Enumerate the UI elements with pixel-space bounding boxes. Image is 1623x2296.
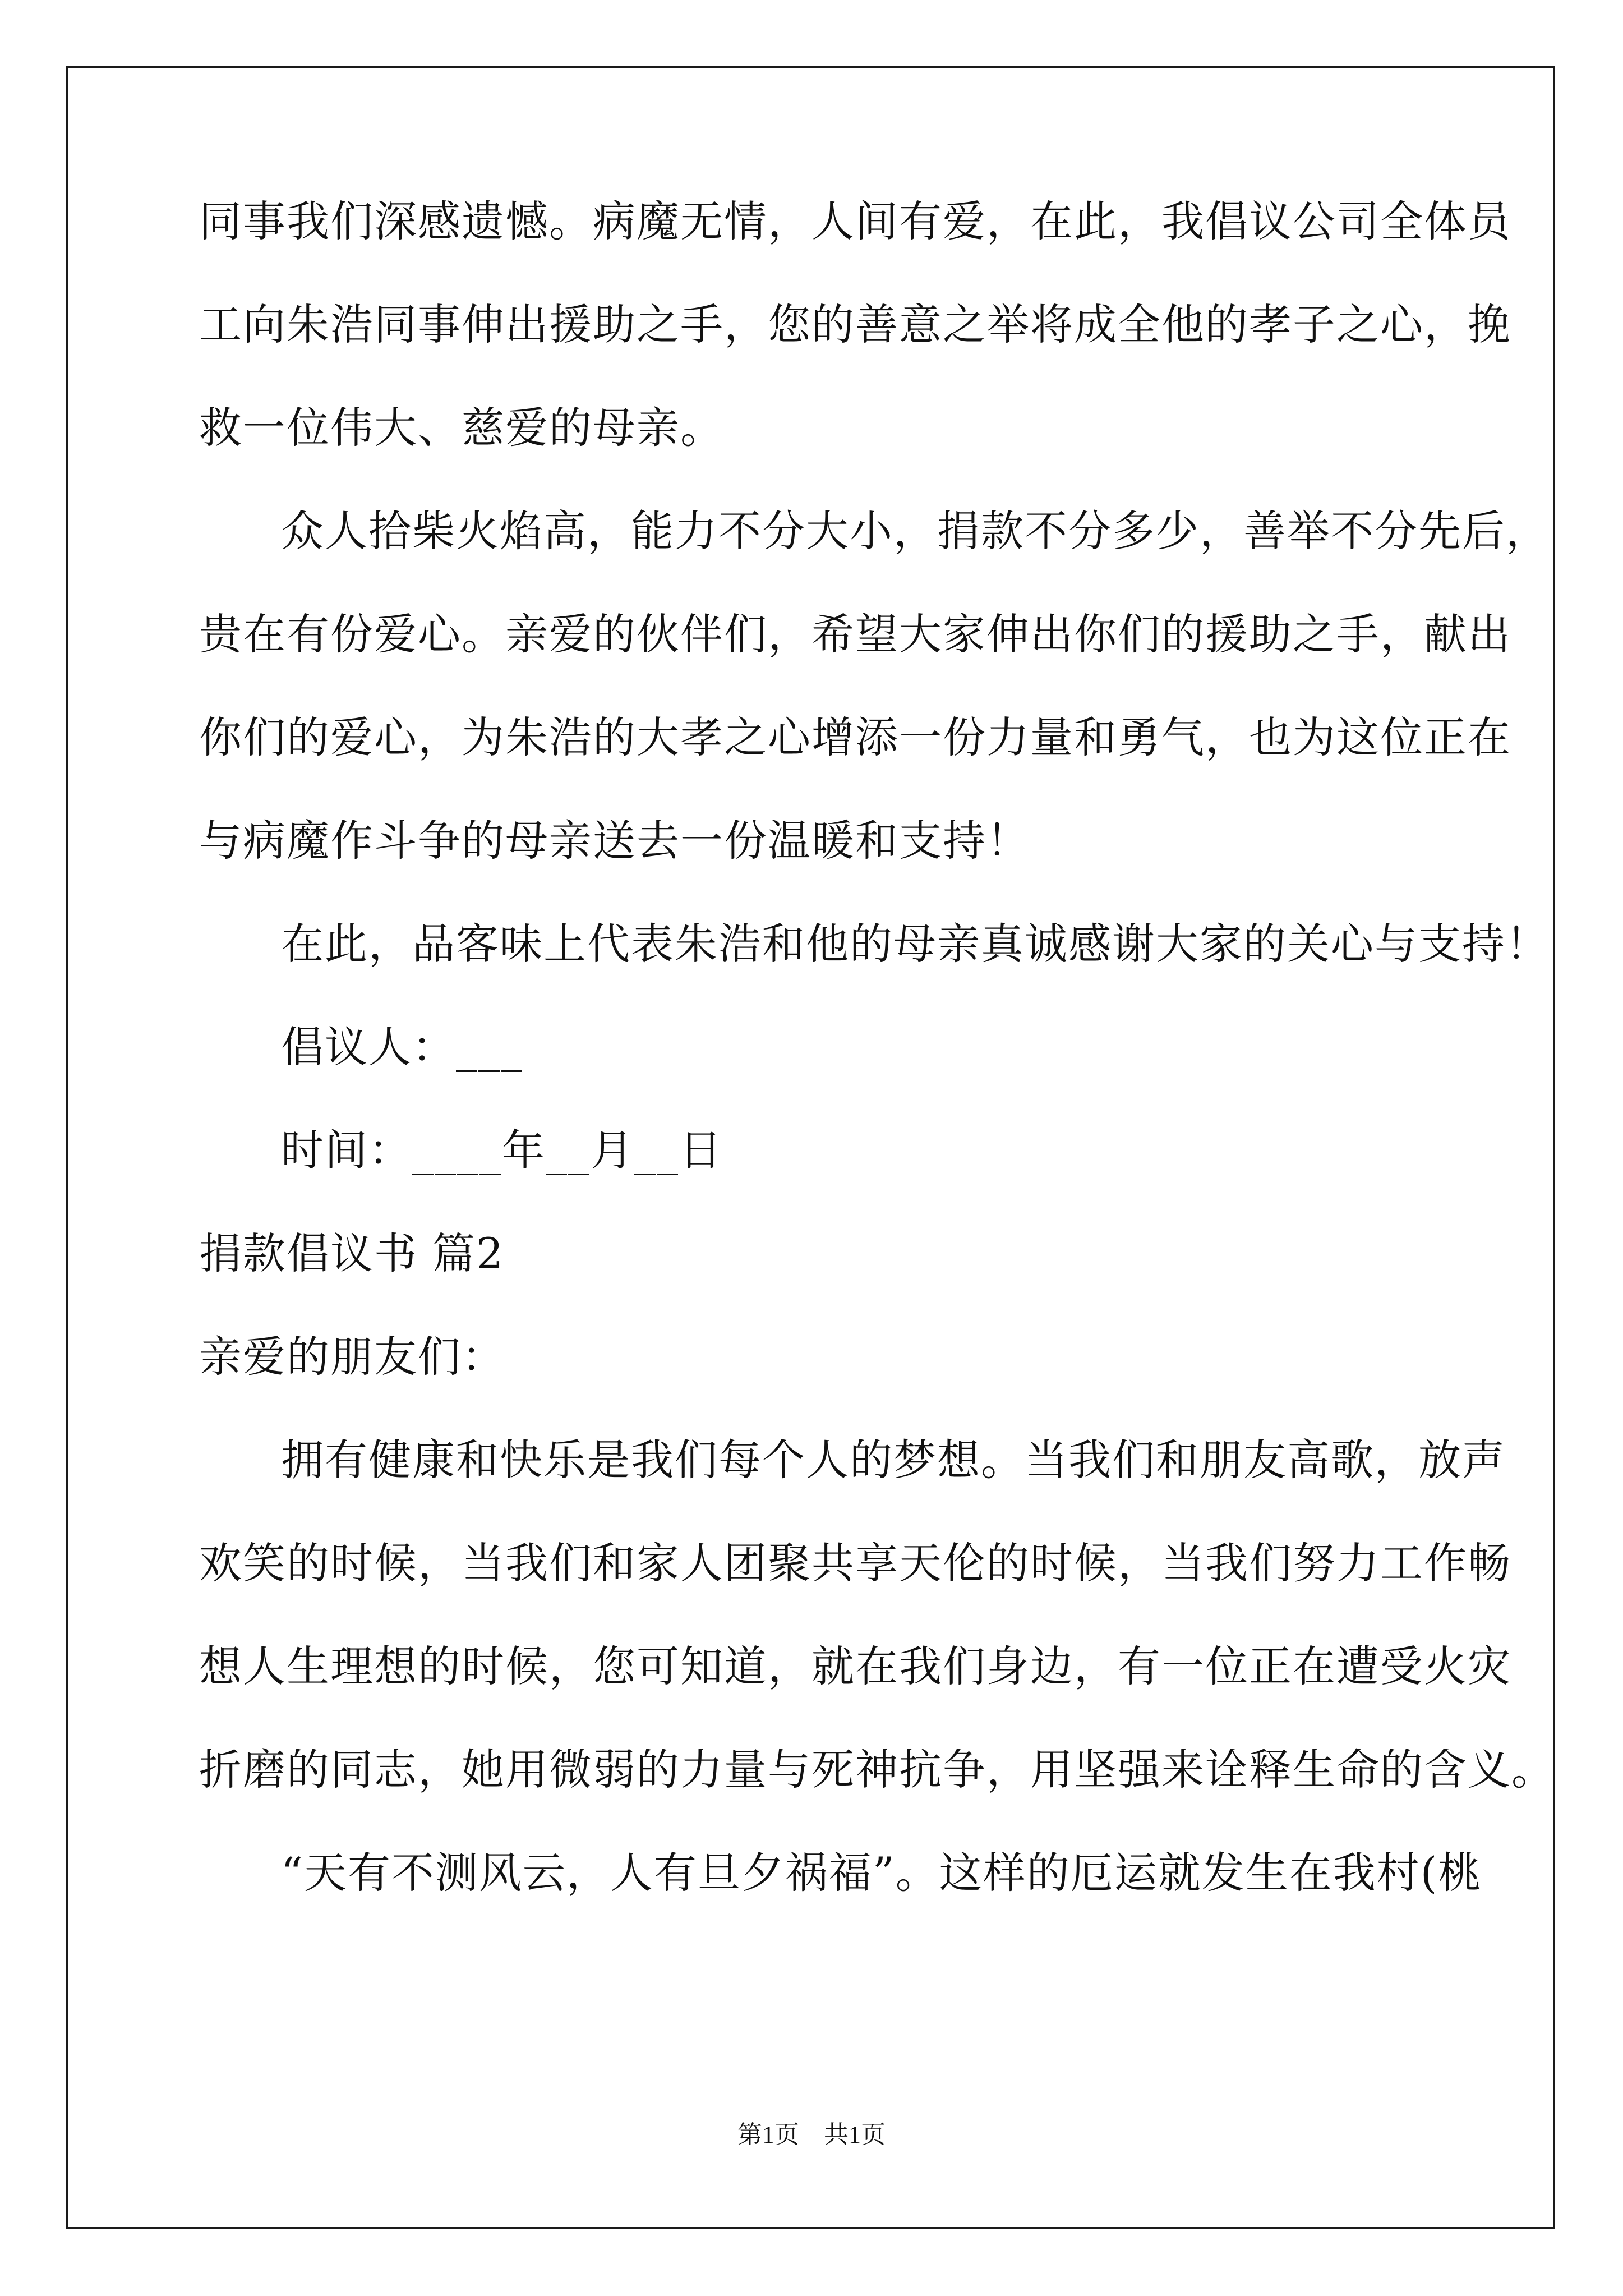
paragraph-line: 在此，品客味上代表朱浩和他的母亲真诚感谢大家的关心与支持！ [281,919,1550,969]
paragraph-line: 工向朱浩同事伸出援助之手，您的善意之举将成全他的孝子之心，挽 [199,300,1511,349]
section-heading: 捐款倡议书 篇2 [199,1228,505,1278]
paragraph-line: 想人生理想的时候，您可知道，就在我们身边，有一位正在遭受火灾 [199,1641,1511,1691]
paragraph-line: 与病魔作斗争的母亲送去一份温暖和支持！ [199,816,1030,866]
page-number: 第1页 [737,2121,799,2148]
paragraph-line: 众人拾柴火焰高，能力不分大小，捐款不分多少，善举不分先后， [281,506,1550,556]
paragraph-line: 救一位伟大、慈爱的母亲。 [199,403,724,453]
paragraph-line: 同事我们深感遗憾。病魔无情，人间有爱，在此，我倡议公司全体员 [199,196,1511,246]
paragraph-line: “天有不测风云，人有旦夕祸福”。这样的厄运就发生在我村(桃 [281,1848,1482,1898]
paragraph-line: 欢笑的时候，当我们和家人团聚共享天伦的时候，当我们努力工作畅 [199,1538,1511,1588]
signatory-line: 倡议人：___ [281,1022,523,1072]
salutation: 亲爱的朋友们： [199,1332,505,1382]
paragraph-line: 贵在有份爱心。亲爱的伙伴们，希望大家伸出你们的援助之手，献出 [199,609,1511,659]
date-line: 时间：____年__月__日 [281,1125,723,1175]
page-footer [0,2119,1623,2151]
page-total: 共1页 [824,2121,886,2148]
paragraph-line: 拥有健康和快乐是我们每个人的梦想。当我们和朋友高歌，放声 [281,1435,1506,1485]
paragraph-line: 你们的爱心，为朱浩的大孝之心增添一份力量和勇气，也为这位正在 [199,712,1511,762]
paragraph-line: 折磨的同志，她用微弱的力量与死神抗争，用坚强来诠释生命的含义。 [199,1745,1555,1795]
